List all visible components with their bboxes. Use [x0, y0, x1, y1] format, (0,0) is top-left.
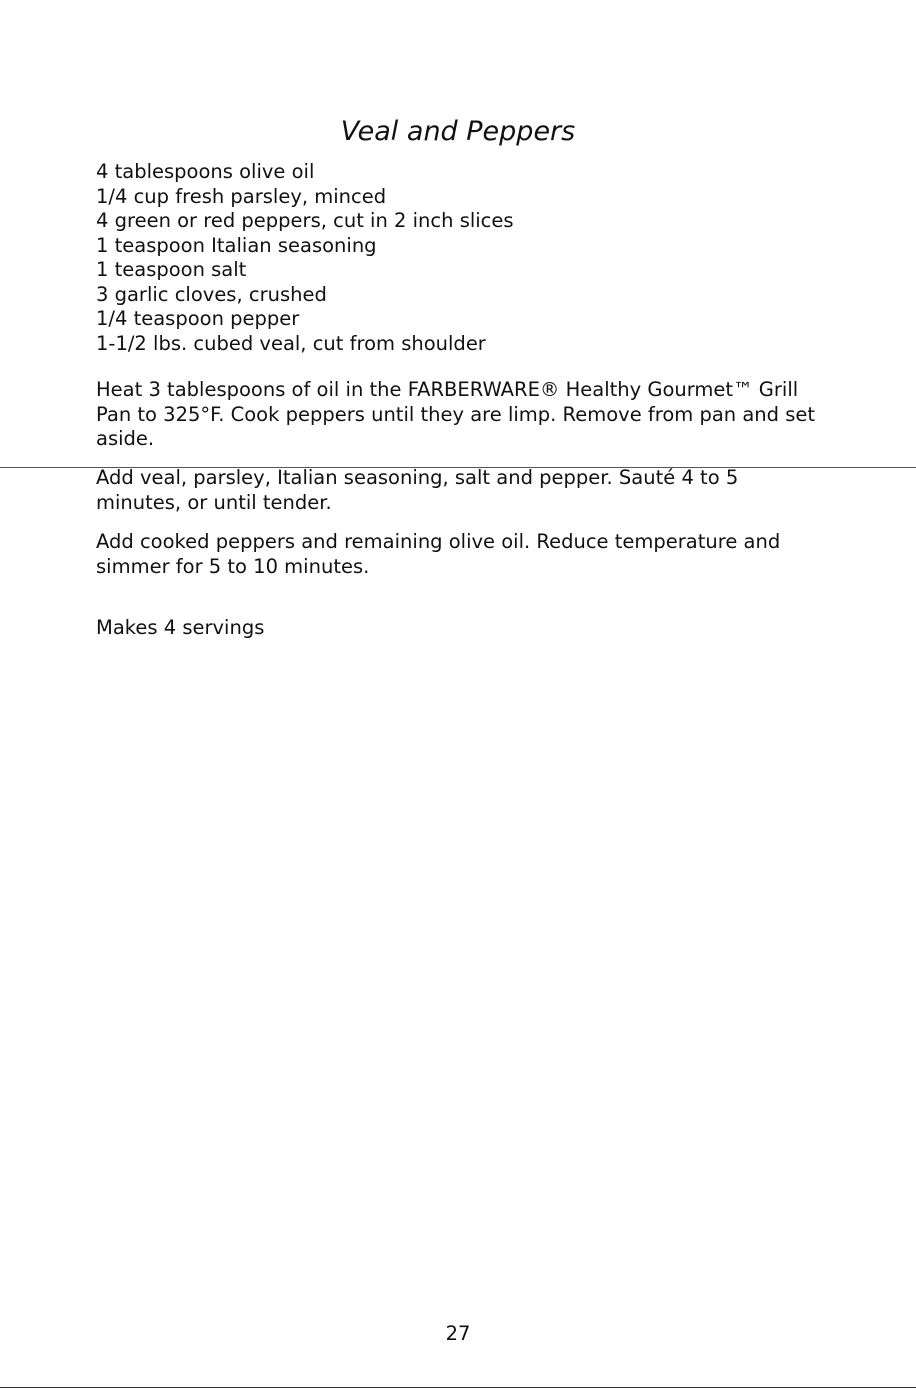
instruction-step-1: Heat 3 tablespoons of oil in the FARBERWARE® Healthy Gourmet™ Grill Pan to 325°F. Cook peppers until they are limp. Remove from pan and set aside.	[96, 378, 816, 450]
page-number: 27	[445, 1322, 471, 1345]
ingredient-item: 4 green or red peppers, cut in 2 inch slices	[96, 209, 514, 232]
ingredient-item: 3 garlic cloves, crushed	[96, 282, 327, 306]
recipe-title: Veal and Peppers	[340, 116, 576, 147]
ingredient-item: 1/4 teaspoon pepper	[96, 307, 300, 330]
ingredient-list	[96, 160, 514, 356]
instruction-step-2: Add veal, parsley, Italian seasoning, salt and pepper. Sauté 4 to 5 minutes, or until tender.	[96, 466, 739, 514]
ingredient-item: 1 teaspoon salt	[96, 258, 247, 281]
ingredient-item: 4 tablespoons olive oil	[96, 160, 315, 183]
instruction-step-3: Add cooked peppers and remaining olive oil. Reduce temperature and simmer for 5 to 10 minutes.	[96, 530, 781, 578]
recipe-yield: Makes 4 servings	[96, 616, 265, 639]
ingredient-item: 1/4 cup fresh parsley, minced	[96, 184, 387, 208]
ingredient-item: 1 teaspoon Italian seasoning	[96, 233, 377, 257]
ingredient-item: 1-1/2 lbs. cubed veal, cut from shoulder	[96, 331, 486, 355]
bottom-edge-line	[0, 1387, 916, 1388]
